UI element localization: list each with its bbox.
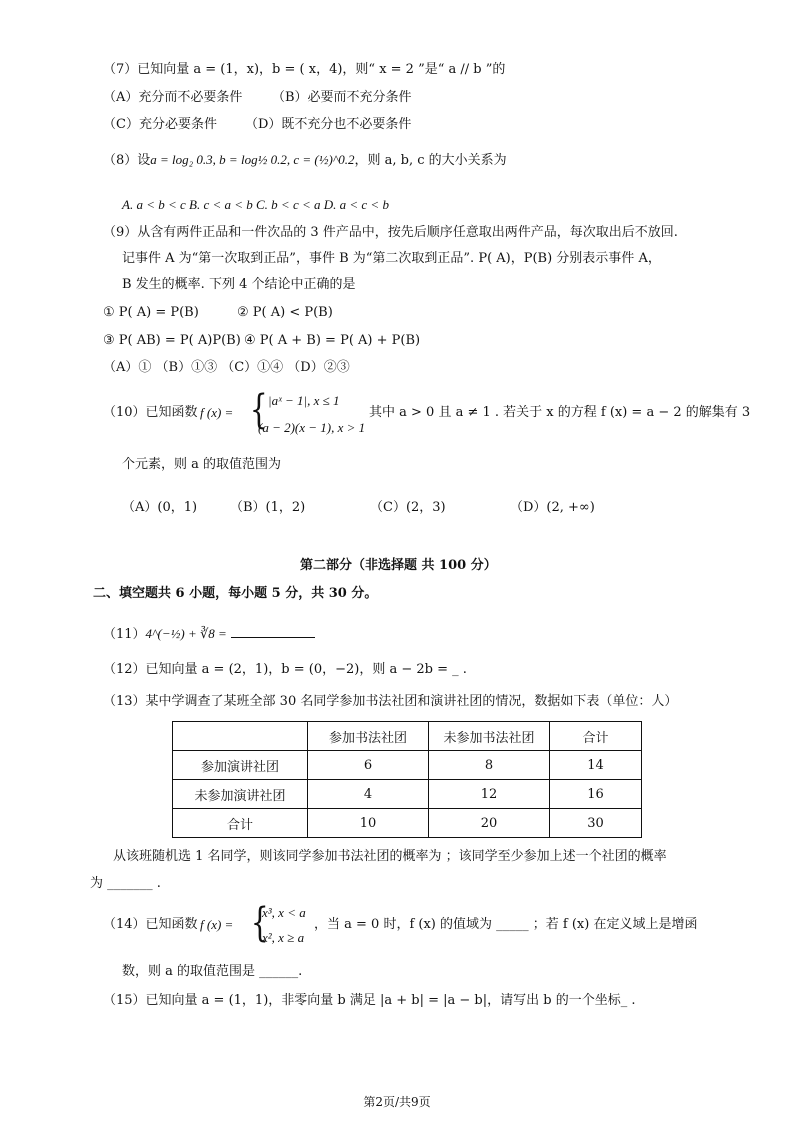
q9-options: （A）① （B）①③ （C）①④ （D）②③: [103, 360, 350, 375]
q10-prefix: （10）已知函数: [103, 405, 198, 420]
q11-label: （11）: [103, 627, 146, 642]
q11-answer-blank[interactable]: [231, 637, 315, 638]
q9-conclusion-3: ③ P( AB) = P( A)P(B): [103, 333, 241, 348]
q7-option-b: （B）必要而不充分条件: [272, 90, 412, 105]
table-cell: 16: [550, 780, 642, 809]
q8-suffix: ，则 a, b, c 的大小关系为: [354, 153, 507, 168]
q7-stem: （7）已知向量 a = (1，x)，b = ( x，4)，则“ x = 2 ”是“ a // b ”的: [103, 62, 506, 77]
q10-option-c: （C）(2，3): [370, 500, 446, 515]
q9-line3: B 发生的概率. 下列 4 个结论中正确的是: [122, 277, 356, 292]
q13-line1: 从该班随机选 1 名同学，则该同学参加书法社团的概率为 ；该同学至少参加上述一个社团的概率: [113, 849, 667, 864]
table-cell: 12: [429, 780, 550, 809]
q9-conclusion-4: ④ P( A + B) = P( A) + P(B): [244, 333, 421, 348]
q10-tail: 其中 a > 0 且 a ≠ 1 . 若关于 x 的方程 f (x) = a − 2 的解集有 3: [369, 405, 751, 420]
table-row: [173, 809, 642, 838]
q9-conclusion-2: ② P( A) < P(B): [237, 305, 333, 320]
table-cell: 4: [308, 780, 429, 809]
q10-option-d: （D）(2, +∞): [510, 500, 595, 515]
q14-brace: {: [250, 900, 269, 946]
q14-case2: x², x ≥ a: [262, 930, 305, 945]
header-cell: [173, 722, 308, 751]
table-cell: 6: [308, 751, 429, 780]
q11: [103, 626, 315, 643]
q9-conclusion-1: ① P( A) = P(B): [103, 305, 199, 320]
q10-option-b: （B）(1，2): [230, 500, 306, 515]
q10-case2: (a − 2)(x − 1), x > 1: [258, 420, 366, 435]
q10-line2: 个元素，则 a 的取值范围为: [122, 457, 282, 472]
q14-line2: 数，则 a 的取值范围是 ______.: [122, 964, 303, 979]
q13-line2: 为 _______ .: [90, 876, 161, 891]
table-row: [173, 751, 642, 780]
q15: （15）已知向量 a = (1，1)，非零向量 b 满足 |a + b| = |a − b|，请写出 b 的一个坐标_ .: [103, 993, 636, 1008]
table-cell: 参加演讲社团: [173, 751, 308, 780]
q9-line2: 记事件 A 为“第一次取到正品”，事件 B 为“第二次取到正品”. P( A)，P(B) 分别表示事件 A，: [122, 251, 661, 266]
q11-expr: 4^(−½) + ∛8 =: [145, 626, 227, 641]
q8-prefix: （8）设: [103, 153, 151, 168]
q14-prefix: （14）已知函数: [103, 917, 198, 932]
q14-tail: ，当 a = 0 时，f (x) 的值域为 _____ ；若 f (x) 在定义域上是增函: [314, 917, 698, 932]
q7-option-c: （C）充分必要条件: [103, 117, 217, 132]
table-cell: 8: [429, 751, 550, 780]
header-cell: 未参加书法社团: [429, 722, 550, 751]
q10-brace: {: [249, 387, 268, 433]
section-heading: 二、填空题共 6 小题，每小题 5 分，共 30 分。: [93, 586, 378, 601]
header-cell: 参加书法社团: [308, 722, 429, 751]
q9-line1: （9）从含有两件正品和一件次品的 3 件产品中，按先后顺序任意取出两件产品，每次取出后不放回.: [103, 225, 678, 240]
table-cell: 30: [550, 809, 642, 838]
table-row: [173, 780, 642, 809]
q7-option-d: （D）既不充分也不必要条件: [245, 117, 412, 132]
header-cell: 合计: [550, 722, 642, 751]
q8-formula: a = log₂ 0.3, b = log½ 0.2, c = (½)^0.2: [150, 152, 355, 167]
q10-case1: |aˣ − 1|, x ≤ 1: [268, 393, 340, 408]
q8-options: A. a < b < c B. c < a < b C. b < c < a D. a < c < b: [122, 197, 389, 212]
table-cell: 合计: [173, 809, 308, 838]
part2-title: 第二部分（非选择题 共 100 分）: [300, 558, 497, 573]
table-header-row: [173, 722, 642, 751]
q12: （12）已知向量 a = (2，1)，b = (0，−2)，则 a − 2b = _ .: [103, 662, 467, 677]
page-footer: 第2页/共9页: [363, 1095, 431, 1109]
table-cell: 未参加演讲社团: [173, 780, 308, 809]
table-cell: 14: [550, 751, 642, 780]
q14-case1: x³, x < a: [262, 905, 306, 920]
table-cell: 20: [429, 809, 550, 838]
q13-stem: （13）某中学调查了某班全部 30 名同学参加书法社团和演讲社团的情况，数据如下表（单位：人）: [103, 694, 678, 709]
q10-option-a: （A）(0，1): [122, 500, 198, 515]
q7-option-a: （A）充分而不必要条件: [103, 90, 243, 105]
survey-table: [172, 721, 642, 838]
q8-stem: [103, 152, 507, 169]
q14-fx: f (x) =: [200, 917, 234, 932]
q10-fx: f (x) =: [200, 405, 234, 420]
table-cell: 10: [308, 809, 429, 838]
